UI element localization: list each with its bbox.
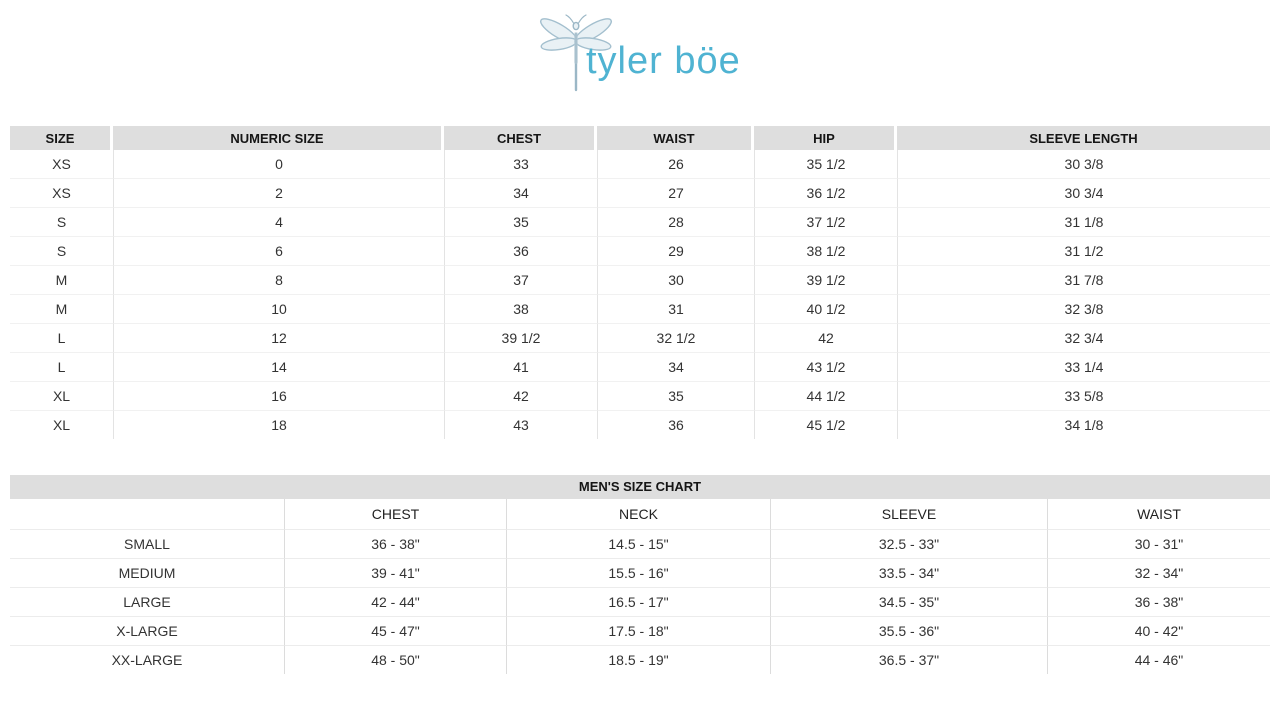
column-header: SIZE bbox=[10, 126, 113, 150]
womens-size-table bbox=[10, 126, 1270, 439]
table-row bbox=[10, 352, 1270, 381]
womens-table-body bbox=[10, 150, 1270, 439]
table-row bbox=[10, 587, 1270, 616]
table-cell: MEDIUM bbox=[10, 558, 284, 587]
table-cell: SMALL bbox=[10, 529, 284, 558]
table-row bbox=[10, 381, 1270, 410]
table-cell: 37 1/2 bbox=[754, 207, 897, 236]
column-header: HIP bbox=[754, 126, 897, 150]
womens-header-row bbox=[10, 126, 1270, 150]
table-cell: 30 3/8 bbox=[897, 150, 1270, 178]
table-cell: 30 - 31" bbox=[1047, 529, 1270, 558]
table-row bbox=[10, 265, 1270, 294]
table-cell: 43 1/2 bbox=[754, 352, 897, 381]
table-cell: 35 bbox=[444, 207, 597, 236]
table-cell: 35 1/2 bbox=[754, 150, 897, 178]
column-header: SLEEVE LENGTH bbox=[897, 126, 1270, 150]
table-cell: 33 5/8 bbox=[897, 381, 1270, 410]
table-row bbox=[10, 323, 1270, 352]
table-row bbox=[10, 150, 1270, 178]
table-cell: 8 bbox=[113, 265, 444, 294]
table-cell: 0 bbox=[113, 150, 444, 178]
table-row bbox=[10, 645, 1270, 674]
column-header: WAIST bbox=[597, 126, 754, 150]
table-cell: L bbox=[10, 323, 113, 352]
table-row bbox=[10, 207, 1270, 236]
table-cell: 31 1/2 bbox=[897, 236, 1270, 265]
column-header: WAIST bbox=[1047, 499, 1270, 529]
table-cell: XS bbox=[52, 156, 71, 172]
table-cell: X-LARGE bbox=[10, 616, 284, 645]
table-cell: 18.5 - 19" bbox=[506, 645, 770, 674]
table-cell: XL bbox=[10, 410, 113, 439]
mens-header-row bbox=[10, 499, 1270, 529]
table-cell: 35.5 - 36" bbox=[770, 616, 1047, 645]
table-cell: 42 - 44" bbox=[284, 587, 506, 616]
table-cell: 34 bbox=[444, 178, 597, 207]
table-cell: 31 7/8 bbox=[897, 265, 1270, 294]
table-row bbox=[10, 294, 1270, 323]
table-cell: 36 bbox=[444, 236, 597, 265]
table-row bbox=[10, 616, 1270, 645]
brand-header bbox=[0, 0, 1280, 110]
table-cell: 10 bbox=[113, 294, 444, 323]
table-cell: L bbox=[10, 352, 113, 381]
table-cell: 12 bbox=[113, 323, 444, 352]
table-cell: 30 bbox=[597, 265, 754, 294]
table-cell: 16.5 - 17" bbox=[506, 587, 770, 616]
column-header bbox=[10, 499, 284, 529]
table-cell: 45 - 47" bbox=[284, 616, 506, 645]
table-cell: 39 - 41" bbox=[284, 558, 506, 587]
table-cell: 31 1/8 bbox=[897, 207, 1270, 236]
table-cell: 27 bbox=[597, 178, 754, 207]
table-cell: LARGE bbox=[10, 587, 284, 616]
table-cell: 43 bbox=[444, 410, 597, 439]
table-cell: 45 1/2 bbox=[754, 410, 897, 439]
table-cell: XX-LARGE bbox=[10, 645, 284, 674]
table-cell: 33 1/4 bbox=[897, 352, 1270, 381]
mens-table-body bbox=[10, 529, 1270, 674]
table-cell: 15.5 - 16" bbox=[506, 558, 770, 587]
table-row bbox=[10, 529, 1270, 558]
table-cell: 39 1/2 bbox=[444, 323, 597, 352]
table-cell: 4 bbox=[113, 207, 444, 236]
table-cell: 17.5 - 18" bbox=[506, 616, 770, 645]
table-cell: 41 bbox=[444, 352, 597, 381]
table-cell: 36 - 38" bbox=[284, 529, 506, 558]
table-cell: 6 bbox=[113, 236, 444, 265]
column-header: NECK bbox=[506, 499, 770, 529]
column-header: CHEST bbox=[444, 126, 597, 150]
table-cell: 28 bbox=[597, 207, 754, 236]
table-cell: XS bbox=[10, 178, 113, 207]
column-header: CHEST bbox=[284, 499, 506, 529]
brand-name: tyler böe bbox=[586, 40, 741, 82]
table-cell: 40 1/2 bbox=[754, 294, 897, 323]
table-cell: 37 bbox=[444, 265, 597, 294]
table-cell: M bbox=[10, 294, 113, 323]
table-cell: 32 3/4 bbox=[897, 323, 1270, 352]
table-cell: 44 - 46" bbox=[1047, 645, 1270, 674]
mens-chart-title: MEN'S SIZE CHART bbox=[10, 475, 1270, 499]
table-cell: 36 - 38" bbox=[1047, 587, 1270, 616]
table-cell: 38 1/2 bbox=[754, 236, 897, 265]
table-row bbox=[10, 558, 1270, 587]
table-row bbox=[10, 178, 1270, 207]
table-cell: 39 1/2 bbox=[754, 265, 897, 294]
table-cell: 33 bbox=[444, 150, 597, 178]
table-cell: 36 1/2 bbox=[754, 178, 897, 207]
table-cell: 2 bbox=[113, 178, 444, 207]
table-cell: XL bbox=[10, 381, 113, 410]
table-cell: 35 bbox=[597, 381, 754, 410]
table-cell: 16 bbox=[113, 381, 444, 410]
table-cell: 48 - 50" bbox=[284, 645, 506, 674]
table-cell: 34 bbox=[597, 352, 754, 381]
table-cell: 40 - 42" bbox=[1047, 616, 1270, 645]
table-cell: 26 bbox=[597, 150, 754, 178]
table-cell: 36.5 - 37" bbox=[770, 645, 1047, 674]
table-cell: 29 bbox=[597, 236, 754, 265]
table-cell: 44 1/2 bbox=[754, 381, 897, 410]
table-cell: 32.5 - 33" bbox=[770, 529, 1047, 558]
table-cell: M bbox=[10, 265, 113, 294]
table-cell: 32 - 34" bbox=[1047, 558, 1270, 587]
table-row bbox=[10, 236, 1270, 265]
table-cell: 32 1/2 bbox=[597, 323, 754, 352]
table-cell: 34.5 - 35" bbox=[770, 587, 1047, 616]
table-cell: 36 bbox=[597, 410, 754, 439]
column-header: SLEEVE bbox=[770, 499, 1047, 529]
table-cell: 42 bbox=[444, 381, 597, 410]
table-cell: 38 bbox=[444, 294, 597, 323]
table-cell: 32 3/8 bbox=[897, 294, 1270, 323]
table-cell: S bbox=[10, 236, 113, 265]
mens-size-table bbox=[10, 499, 1270, 674]
table-cell: S bbox=[10, 207, 113, 236]
table-cell: 30 3/4 bbox=[897, 178, 1270, 207]
table-cell: 18 bbox=[113, 410, 444, 439]
table-cell: 33.5 - 34" bbox=[770, 558, 1047, 587]
table-cell: 34 1/8 bbox=[897, 410, 1270, 439]
table-cell: 14 bbox=[113, 352, 444, 381]
table-cell: 31 bbox=[597, 294, 754, 323]
table-cell: 14.5 - 15" bbox=[506, 529, 770, 558]
column-header: NUMERIC SIZE bbox=[113, 126, 444, 150]
table-row bbox=[10, 410, 1270, 439]
table-cell: 42 bbox=[754, 323, 897, 352]
